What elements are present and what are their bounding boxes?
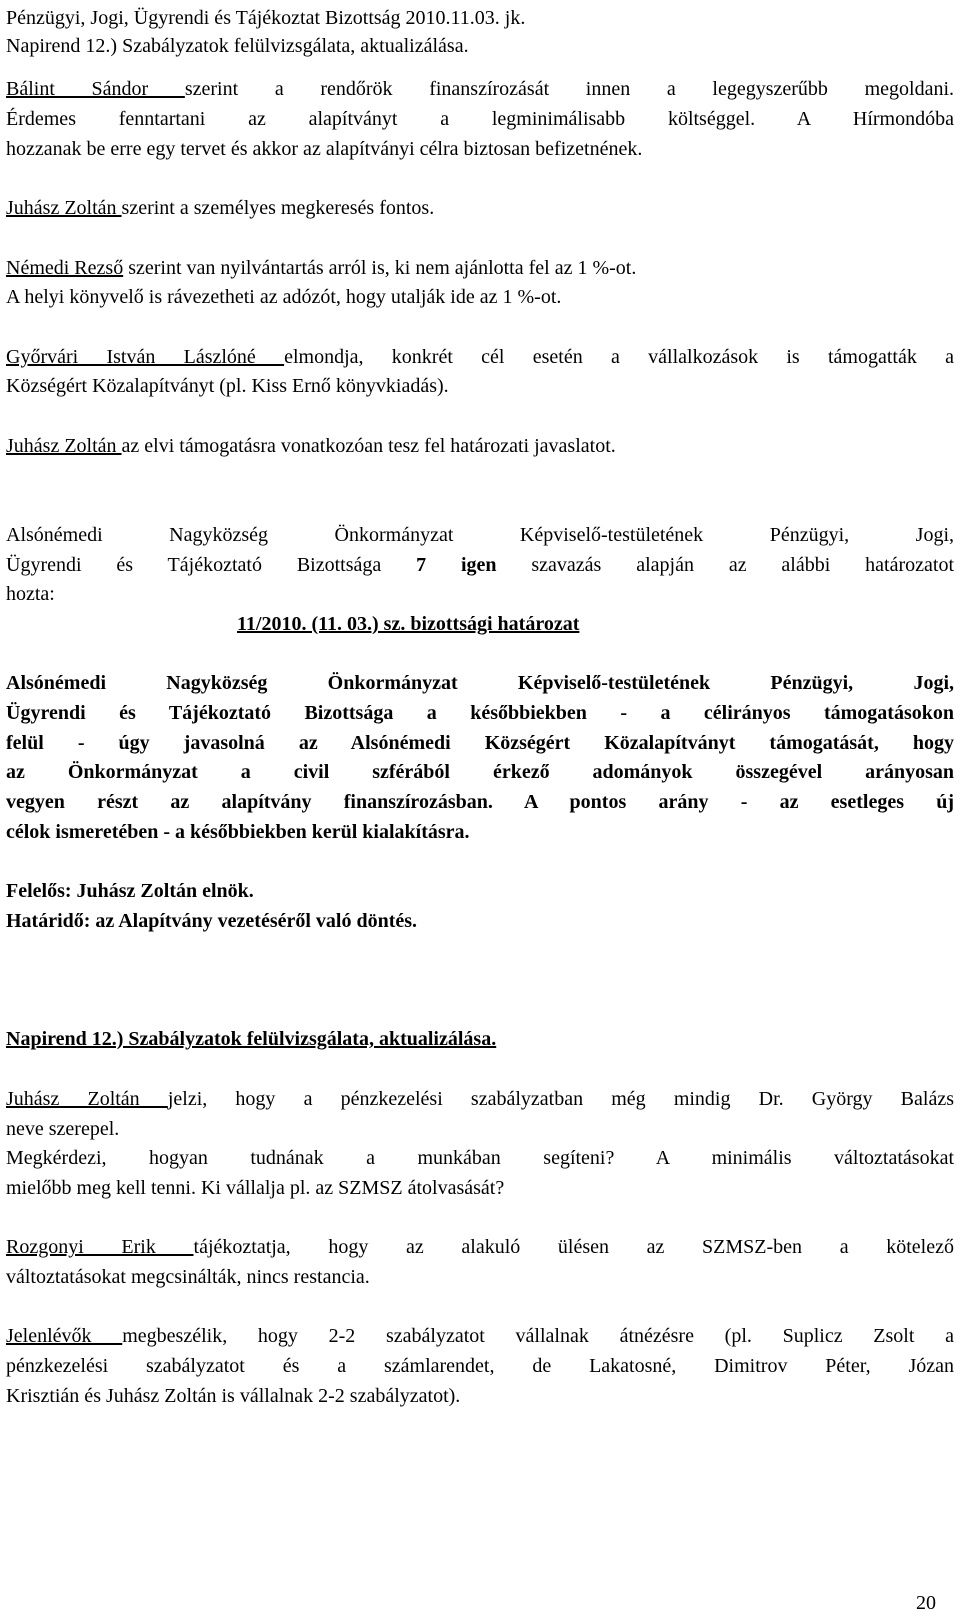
responsible-line: Felelős: Juhász Zoltán elnök.	[6, 880, 254, 902]
page-number: 20	[916, 1592, 936, 1614]
speaker-name: Juhász Zoltán	[6, 197, 122, 219]
paragraph-juhasz-3-line-3: Megkérdezi, hogyan tudnának a munkában segíteni? A minimális változtatásokat	[6, 1147, 954, 1169]
header-line-1: Pénzügyi, Jogi, Ügyrendi és Tájékoztat Bizottság 2010.11.03. jk.	[6, 7, 526, 29]
paragraph-jelenlevok-line-3: Krisztián és Juhász Zoltán is vállalnak 2-2 szabályzatot).	[6, 1385, 461, 1407]
paragraph-juhasz-1: Juhász Zoltán szerint a személyes megkeresés fontos.	[6, 197, 435, 219]
deadline-line: Határidő: az Alapítvány vezetéséről való döntés.	[6, 910, 418, 932]
paragraph-nemedi-line-1: Némedi Rezső szerint van nyilvántartás arról is, ki nem ajánlotta fel az 1 %-ot.	[6, 257, 637, 279]
agenda-12-heading: Napirend 12.) Szabályzatok felülvizsgálata, aktualizálása.	[6, 1028, 497, 1050]
paragraph-balint-line-1: Bálint Sándor szerint a rendőrök finanszírozását innen a legegyszerűbb megoldani.	[6, 78, 954, 100]
vote-count: 7 igen	[416, 554, 497, 576]
resolution-intro-line-1: Alsónémedi Nagyközség Önkormányzat Képviselő-testületének Pénzügyi, Jogi,	[6, 524, 954, 546]
paragraph-juhasz-3-line-2: neve szerepel.	[6, 1118, 120, 1140]
speaker-name: Juhász Zoltán	[6, 1088, 168, 1110]
paragraph-juhasz-3-line-4: mielőbb meg kell tenni. Ki vállalja pl. az SZMSZ átolvasását?	[6, 1177, 505, 1199]
resolution-body-line-3: felül - úgy javasolná az Alsónémedi Községért Közalapítványt támogatását, hogy	[6, 732, 954, 754]
resolution-body-line-6: célok ismeretében - a későbbiekben kerül kialakításra.	[6, 821, 470, 843]
paragraph-jelenlevok-line-1: Jelenlévők megbeszélik, hogy 2-2 szabályzatot vállalnak átnézésre (pl. Suplicz Zsolt a	[6, 1325, 955, 1347]
resolution-body-line-5: vegyen részt az alapítvány finanszírozásban. A pontos arány - az esetleges új	[6, 791, 954, 813]
paragraph-nemedi-line-2: A helyi könyvelő is rávezetheti az adózót, hogy utalják ide az 1 %-ot.	[6, 286, 562, 308]
speaker-name: Juhász Zoltán	[6, 435, 122, 457]
paragraph-jelenlevok-line-2: pénzkezelési szabályzatot és a számlarendet, de Lakatosné, Dimitrov Péter, Józan	[6, 1355, 954, 1377]
paragraph-rozgonyi-line-2: változtatásokat megcsinálták, nincs restancia.	[6, 1266, 370, 1288]
resolution-body-line-1: Alsónémedi Nagyközség Önkormányzat Képviselő-testületének Pénzügyi, Jogi,	[6, 672, 954, 694]
paragraph-juhasz-3-line-1: Juhász Zoltán jelzi, hogy a pénzkezelési szabályzatban még mindig Dr. György Balázs	[6, 1088, 954, 1110]
header-line-2: Napirend 12.) Szabályzatok felülvizsgálata, aktualizálása.	[6, 35, 469, 57]
paragraph-rozgonyi-line-1: Rozgonyi Erik tájékoztatja, hogy az alakuló ülésen az SZMSZ-ben a kötelező	[6, 1236, 954, 1258]
speaker-name: Bálint Sándor	[6, 78, 185, 100]
paragraph-gyorvari-line-2: Községért Közalapítványt (pl. Kiss Ernő könyvkiadás).	[6, 375, 449, 397]
resolution-intro-line-2: Ügyrendi és Tájékoztató Bizottsága 7 igen szavazás alapján az alábbi határozatot	[6, 554, 954, 576]
speaker-name: Győrvári István Lászlóné	[6, 346, 285, 368]
paragraph-balint-line-2: Érdemes fenntartani az alapítványt a legminimálisabb költséggel. A Hírmondóba	[6, 108, 954, 130]
resolution-body-line-2: Ügyrendi és Tájékoztató Bizottsága a későbbiekben - a célirányos támogatásokon	[6, 702, 954, 724]
resolution-body-line-4: az Önkormányzat a civil szférából érkező adományok összegével arányosan	[6, 761, 954, 783]
paragraph-juhasz-2: Juhász Zoltán az elvi támogatásra vonatkozóan tesz fel határozati javaslatot.	[6, 435, 616, 457]
speaker-name: Némedi Rezső	[6, 257, 124, 279]
resolution-intro-line-3: hozta:	[6, 583, 55, 605]
resolution-title: 11/2010. (11. 03.) sz. bizottsági határozat	[237, 613, 580, 635]
paragraph-balint-line-3: hozzanak be erre egy tervet és akkor az alapítványi célra biztosan befizetnének.	[6, 138, 643, 160]
paragraph-gyorvari-line-1: Győrvári István Lászlóné elmondja, konkrét cél esetén a vállalkozások is támogatták a	[6, 346, 954, 368]
speaker-name: Rozgonyi Erik	[6, 1236, 194, 1258]
speaker-name: Jelenlévők	[6, 1325, 123, 1347]
